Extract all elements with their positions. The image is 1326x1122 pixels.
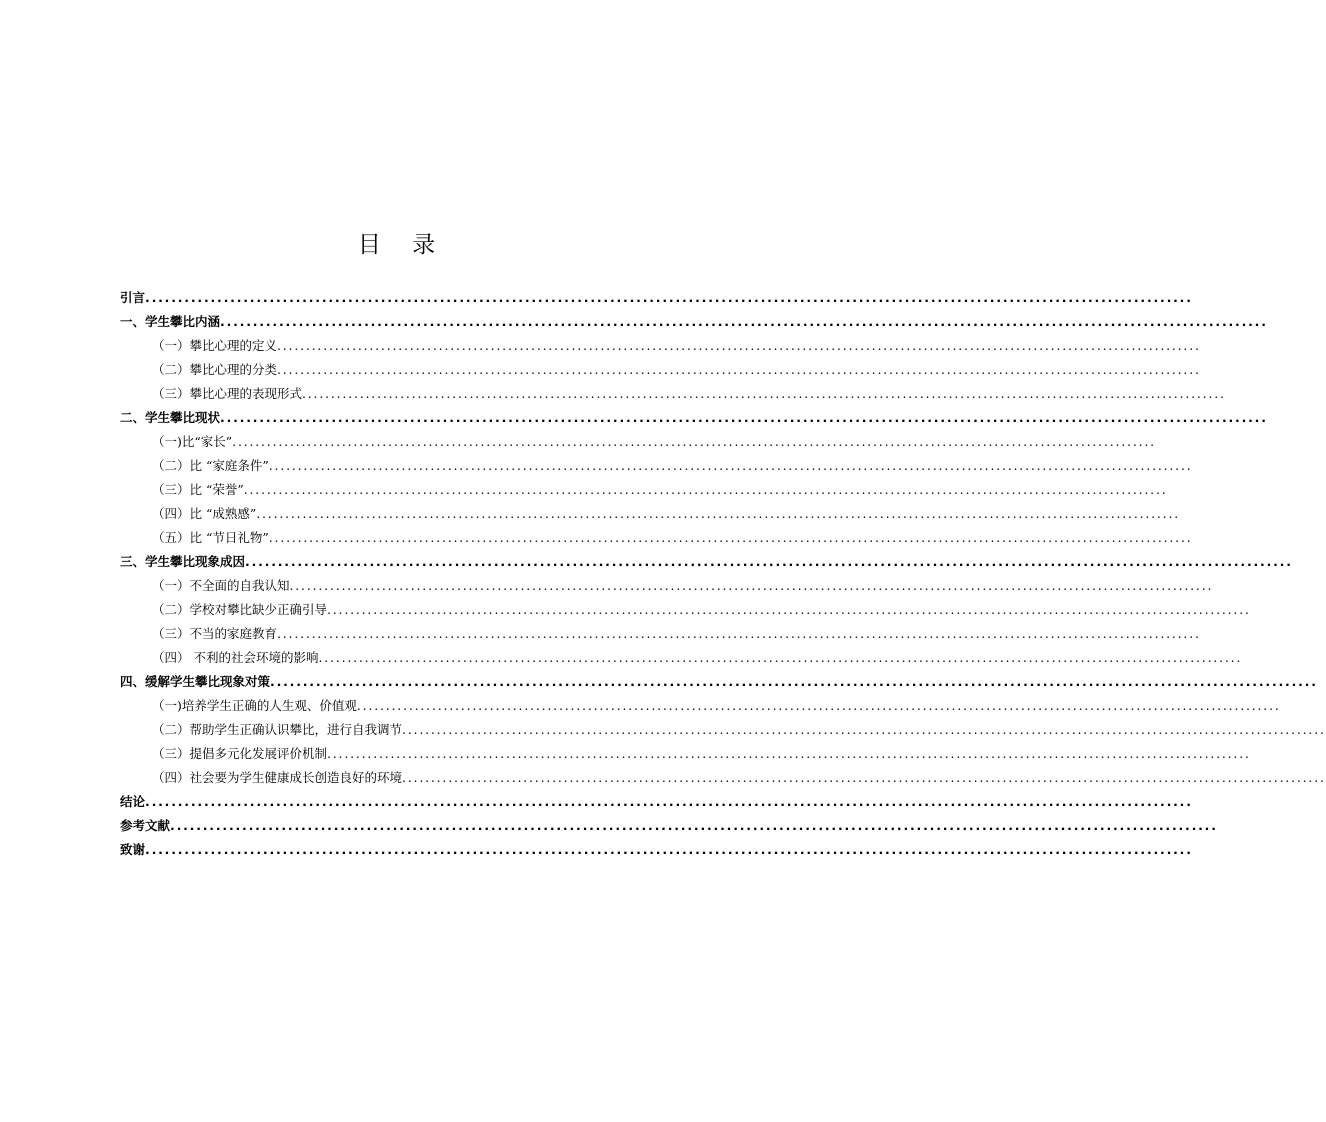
toc-entry[interactable]	[120, 791, 1193, 813]
leader-dots: ................................................................................................................................................................	[145, 290, 1193, 305]
leader-dots: ................................................................................................................................................................	[356, 698, 1281, 713]
toc-entry-label: 二、学生攀比现状	[120, 410, 221, 425]
toc-entry[interactable]	[120, 311, 1268, 333]
toc-entry[interactable]	[152, 479, 1168, 501]
toc-entry-label: （三）比 “荣誉”	[152, 482, 244, 497]
leader-dots: ................................................................................................................................................................	[220, 314, 1268, 329]
toc-entry[interactable]	[152, 575, 1214, 597]
toc-entry[interactable]	[120, 551, 1293, 573]
leader-dots: ................................................................................................................................................................	[270, 674, 1318, 689]
toc-entry-label: （二）比 “家庭条件”	[152, 458, 269, 473]
toc-entry[interactable]	[152, 767, 1326, 789]
toc-entry-label: 一、学生攀比内涵	[120, 314, 221, 329]
toc-entry-label: 参考文献	[120, 818, 171, 833]
toc-entry[interactable]	[152, 359, 1201, 381]
toc-entry-label: （三）攀比心理的表现形式	[152, 386, 303, 401]
toc-entry-label: （三）不当的家庭教育	[152, 626, 278, 641]
toc-entry-label: （五）比 “节日礼物”	[152, 530, 269, 545]
toc-entry[interactable]	[152, 647, 1243, 669]
leader-dots: ................................................................................................................................................................	[402, 722, 1326, 737]
leader-dots: ................................................................................................................................................................	[318, 650, 1243, 665]
leader-dots: ................................................................................................................................................................	[220, 410, 1268, 425]
leader-dots: ................................................................................................................................................................	[277, 338, 1201, 353]
leader-dots: ................................................................................................................................................................	[268, 458, 1193, 473]
toc-entry[interactable]	[152, 383, 1226, 405]
toc-entry[interactable]	[152, 599, 1251, 621]
toc-entry[interactable]	[152, 719, 1326, 741]
toc-entry-label: （一）攀比心理的定义	[152, 338, 278, 353]
toc-entry-label: （二）攀比心理的分类	[152, 362, 278, 377]
leader-dots: ................................................................................................................................................................	[277, 362, 1201, 377]
leader-dots: ................................................................................................................................................................	[327, 602, 1251, 617]
toc-entry[interactable]	[120, 671, 1318, 693]
toc-entry-label: 结论	[120, 794, 146, 809]
leader-dots: ................................................................................................................................................................	[145, 842, 1193, 857]
leader-dots: ................................................................................................................................................................	[243, 482, 1168, 497]
leader-dots: ................................................................................................................................................................	[277, 626, 1201, 641]
toc-entry-label: （二）帮助学生正确认识攀比，进行自我调节	[152, 722, 403, 737]
toc-entry[interactable]	[120, 815, 1218, 837]
toc-entry[interactable]	[152, 623, 1201, 645]
toc-entry[interactable]	[152, 527, 1193, 549]
toc-title: 目 录	[357, 232, 448, 258]
toc-entry-label: 四、缓解学生攀比现象对策	[120, 674, 271, 689]
toc-entry[interactable]	[152, 743, 1251, 765]
toc-entry-label: （四）社会要为学生健康成长创造良好的环境	[152, 770, 403, 785]
toc-entry[interactable]	[152, 695, 1281, 717]
leader-dots: ................................................................................................................................................................	[145, 794, 1193, 809]
toc-entry[interactable]	[152, 455, 1193, 477]
leader-dots: ................................................................................................................................................................	[327, 746, 1251, 761]
toc-entry-label: （一)培养学生正确的人生观、价值观	[152, 698, 357, 713]
toc-entry[interactable]	[120, 407, 1268, 429]
toc-entry-label: （四） 不利的社会环境的影响	[152, 650, 319, 665]
toc-entry-label: （四）比 “成熟感”	[152, 506, 257, 521]
leader-dots: ................................................................................................................................................................	[302, 386, 1226, 401]
toc-entry-label: （三）提倡多元化发展评价机制	[152, 746, 328, 761]
toc-entry-label: （二）学校对攀比缺少正确引导	[152, 602, 328, 617]
leader-dots: ................................................................................................................................................................	[256, 506, 1181, 521]
toc-entry-label: （一)比“家长”	[152, 434, 233, 449]
toc-entry[interactable]	[152, 431, 1156, 453]
leader-dots: ................................................................................................................................................................	[170, 818, 1218, 833]
toc-entry[interactable]	[152, 503, 1181, 525]
toc-entry-label: （一）不全面的自我认知	[152, 578, 290, 593]
toc-entry[interactable]	[120, 839, 1193, 861]
toc-entry-label: 致谢	[120, 842, 146, 857]
toc-entry[interactable]	[152, 335, 1201, 357]
toc-entry-label: 引言	[120, 290, 146, 305]
leader-dots: ................................................................................................................................................................	[245, 554, 1293, 569]
toc-entry[interactable]	[120, 287, 1193, 309]
leader-dots: ................................................................................................................................................................	[268, 530, 1193, 545]
leader-dots: ................................................................................................................................................................	[402, 770, 1326, 785]
leader-dots: ................................................................................................................................................................	[232, 434, 1156, 449]
toc-entry-label: 三、学生攀比现象成因	[120, 554, 246, 569]
leader-dots: ................................................................................................................................................................	[289, 578, 1214, 593]
